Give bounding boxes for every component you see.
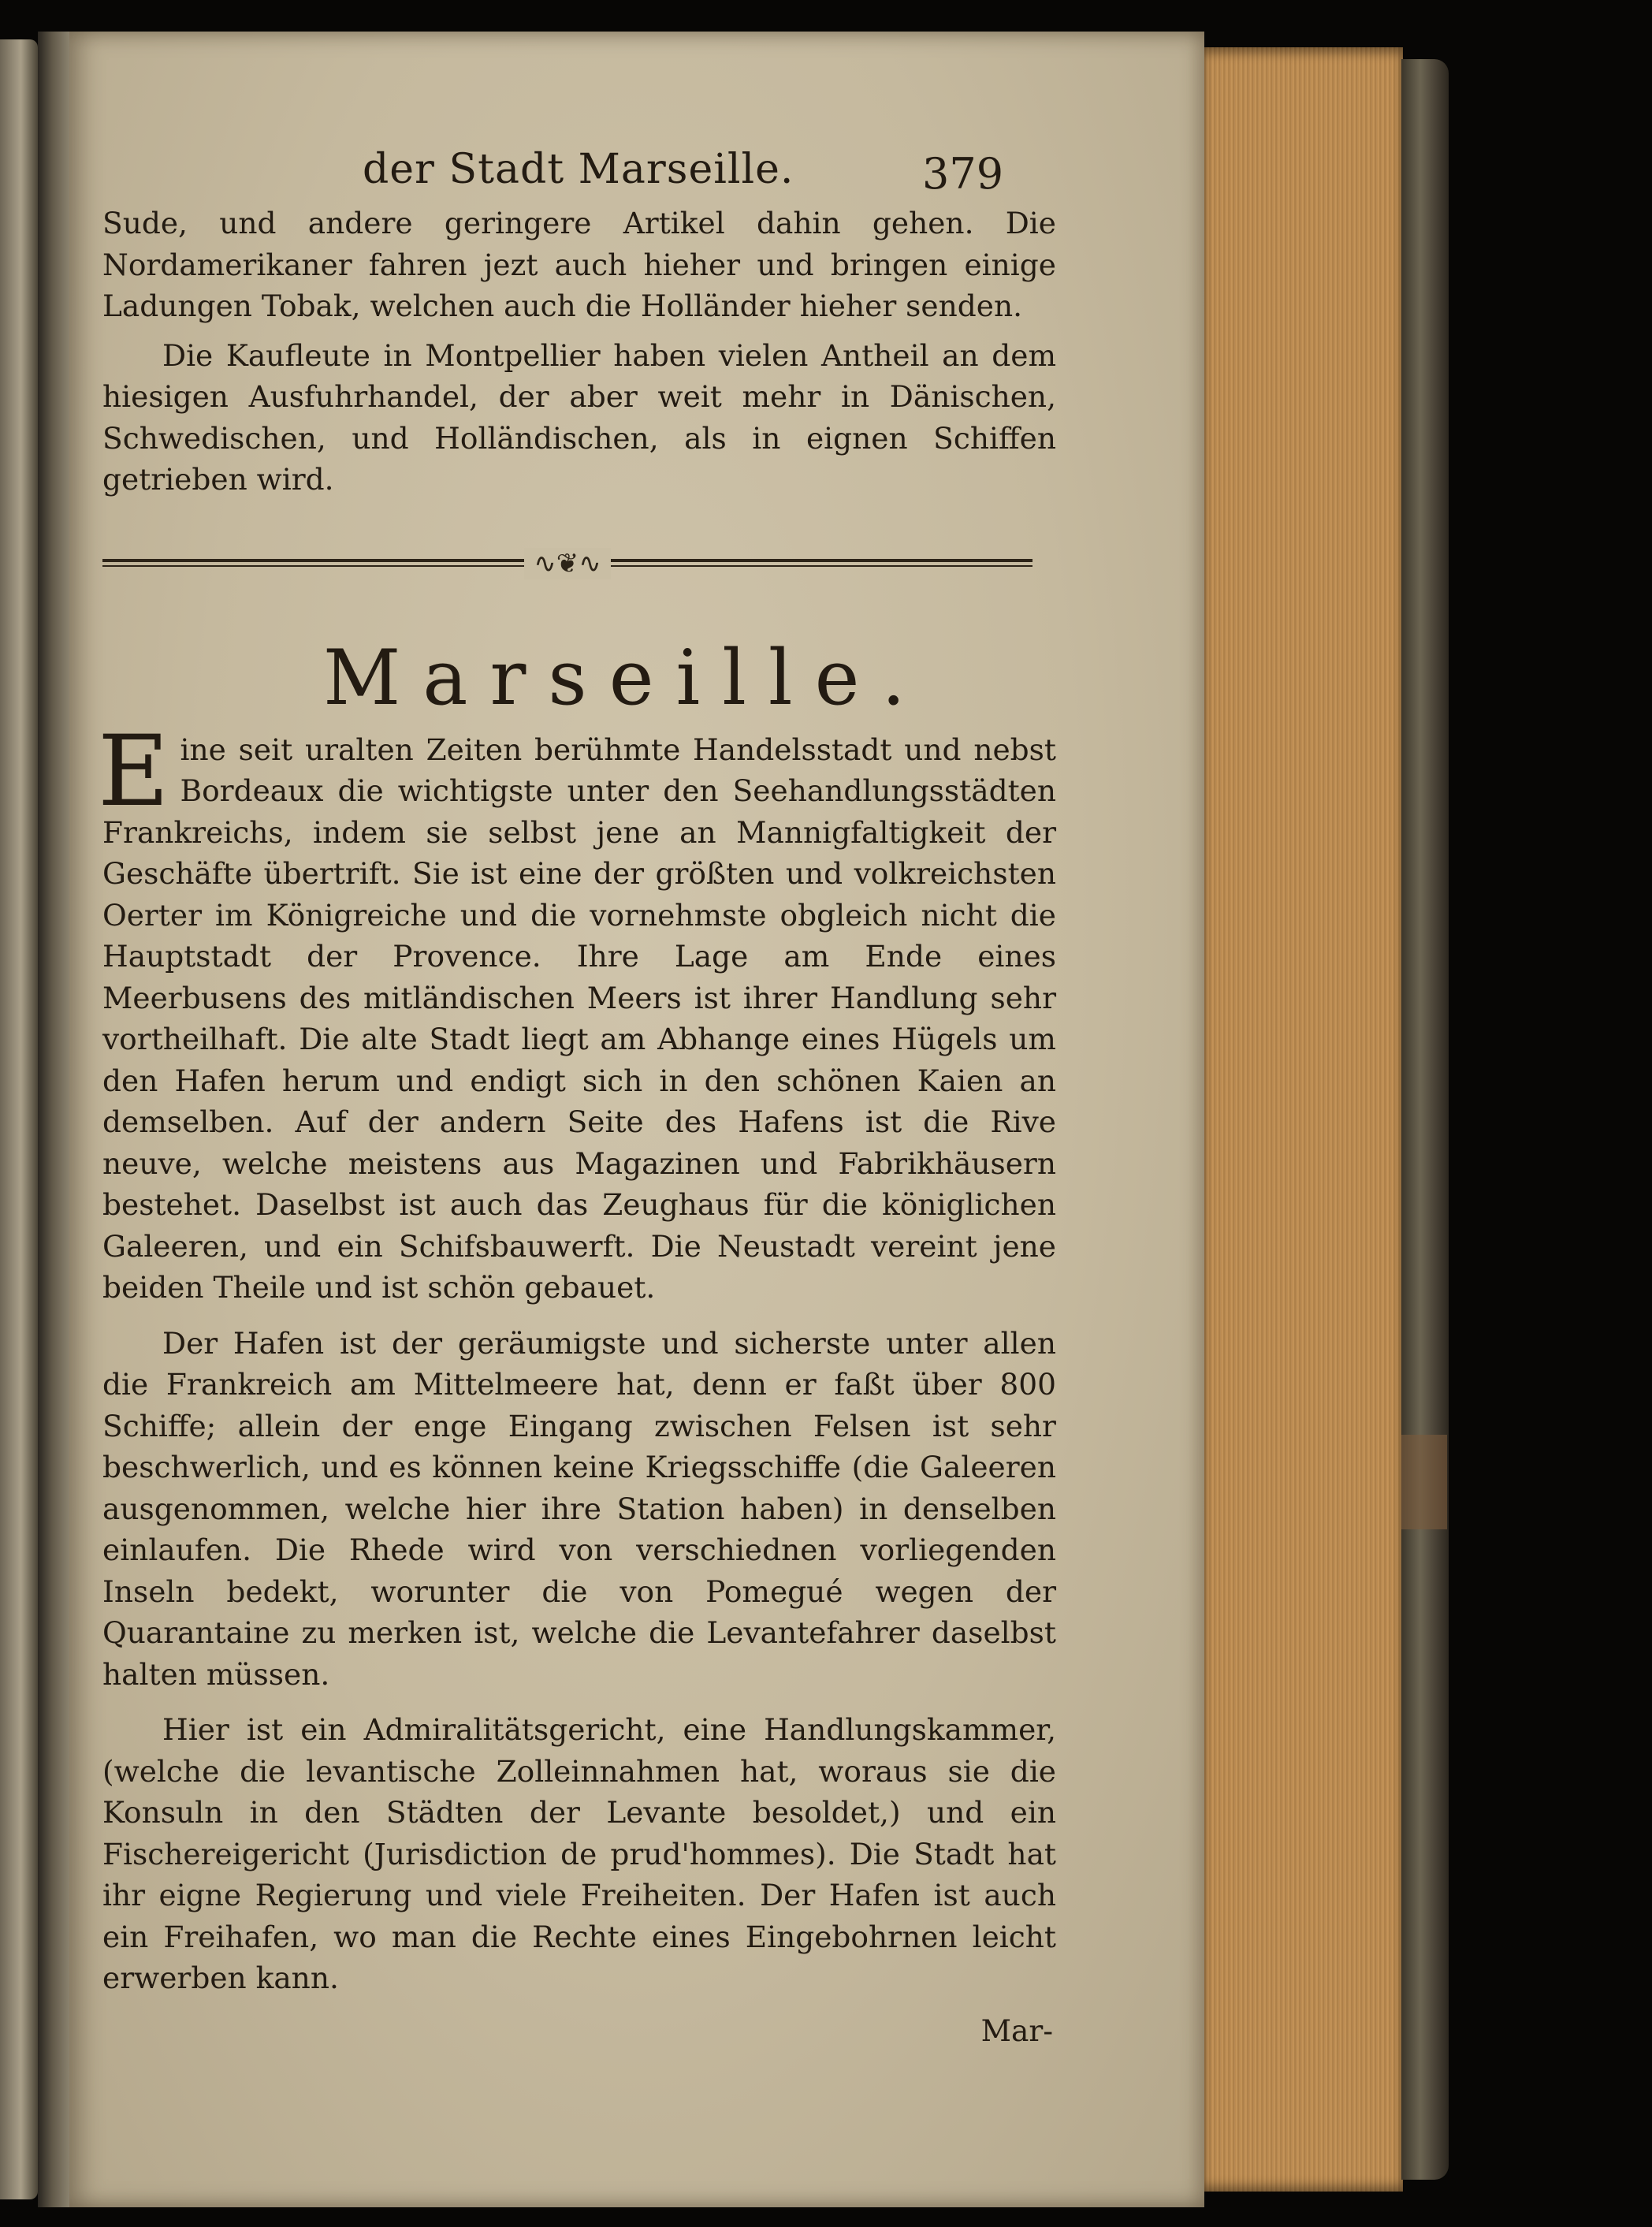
catchword: Mar- [980,2013,1053,2048]
facing-page-edge [0,39,38,2199]
paragraph-merchants: Die Kaufleute in Montpellier haben vielen Antheil an dem hiesigen Ausfuhrhandel, der aber weit mehr in Dänischen, Schwedischen, und Holländischen, als in eignen Schiffen getrieben wird. [102,337,1056,497]
page-block-edges [1202,47,1403,2192]
page-content [98,138,1056,2048]
paragraph-institutions: Hier ist ein Admiralitätsgericht, eine Handlungskammer, (welche die levantische Zolleinnahmen hat, woraus sie die Konsuln in den Städten der Levante besoldet,) und ein Fischereigericht (Jurisdiction de prud'hommes). Die Stadt hat ihr eigne Regierung und viele Freiheiten. Der Hafen ist auch ein Freihafen, wo man die Rechte eines Eingebohrnen leicht erwerben kann. [102,1712,1056,1995]
book-cover-edge [1401,59,1449,2180]
paragraph-harbour: Der Hafen ist der geräumigste und sicherste unter allen die Frankreich am Mittelmeere hat, denn er faßt über 800 Schiffe; allein der enge Eingang zwischen Felsen ist sehr beschwerlich, und es können keine Kriegsschiffe (die Galeeren ausgenommen, welche hier ihre Station haben) in denselben einlaufen. Die Rhede wird von verschiednen vorliegenden Inseln bedekt, worunter die von Pomegué wegen der Quarantaine zu merken ist, welche die Levantefahrer daselbst halten müssen. [102,1325,1056,1692]
paragraph-continued: Sude, und andere geringere Artikel dahin gehen. Die Nordamerikaner fahren jezt auch hieher und bringen einige Ladungen Tobak, welchen auch die Holländer hieher senden. [102,206,1056,323]
running-title: der Stadt Marseille. [363,146,794,193]
ornamental-rule [102,548,1056,579]
drop-cap: E [98,714,169,829]
section-title: Marseille. [323,633,928,722]
page-number: 379 [922,149,1004,199]
rule-ornament-icon: ∿❦∿ [524,548,611,579]
book-gutter [38,32,71,2207]
running-head [102,138,1056,201]
paragraph-city-description [98,714,1056,1309]
cover-spine-band [1401,1435,1447,1529]
paragraph-text: ine seit uralten Zeiten berühmte Handelsstadt und nebst Bordeaux die wichtigste unter den Seehandlungsstädten Frankreichs, indem sie selbst jene an Mannigfaltigkeit der Geschäfte übertrift. Sie ist eine der größten und volkreichsten Oerter im Königreiche und die vornehmste obgleich nicht die Hauptstadt der Provence. Ihre Lage am Ende eines Meerbusens des mitländischen Meers ist ihrer Handlung sehr vortheilhaft. Die alte Stadt liegt am Abhange eines Hügels um den Hafen herum und endigt sich in den schönen Kaien an demselben. Auf der andern Seite des Hafens ist die Rive neuve, welche meistens aus Magazinen und Fabrikhäusern bestehet. Daselbst ist auch das Zeughaus für die königlichen Galeeren, und ein Schifsbauwerft. Die Neustadt vereint jene beiden Theile und ist schön gebauet. [102,732,1056,1305]
